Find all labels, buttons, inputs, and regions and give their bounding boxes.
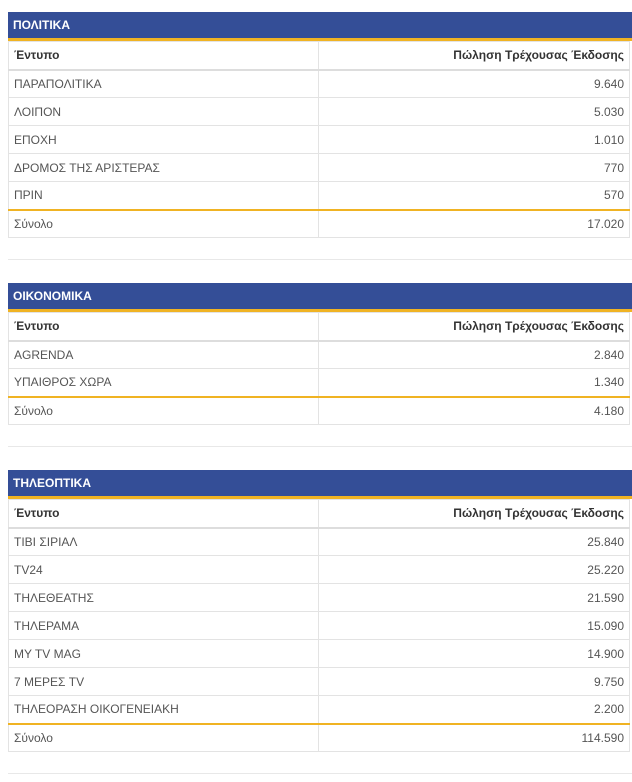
table-row bbox=[9, 369, 630, 397]
total-row bbox=[9, 397, 630, 425]
sales-table bbox=[8, 499, 630, 752]
publication-name: ΤΗΛΕΟΡΑΣΗ ΟΙΚΟΓΕΝΕΙΑΚΗ bbox=[9, 696, 319, 724]
sales-value: 14.900 bbox=[319, 640, 630, 668]
sales-value: 1.010 bbox=[319, 126, 630, 154]
sales-value: 15.090 bbox=[319, 612, 630, 640]
sales-value: 5.030 bbox=[319, 98, 630, 126]
publication-name: ΛΟΙΠΟΝ bbox=[9, 98, 319, 126]
publication-name: 7 ΜΕΡΕΣ TV bbox=[9, 668, 319, 696]
table-row bbox=[9, 154, 630, 182]
publication-name: ΥΠΑΙΘΡΟΣ ΧΩΡΑ bbox=[9, 369, 319, 397]
total-value: 114.590 bbox=[319, 724, 630, 752]
sales-value: 570 bbox=[319, 182, 630, 210]
column-header-name: Έντυπο bbox=[9, 500, 319, 528]
table-row bbox=[9, 696, 630, 724]
table-row bbox=[9, 126, 630, 154]
total-row bbox=[9, 210, 630, 238]
total-label: Σύνολο bbox=[9, 397, 319, 425]
section-divider bbox=[8, 259, 632, 260]
section-title: ΠΟΛΙΤΙΚΑ bbox=[8, 12, 632, 41]
total-label: Σύνολο bbox=[9, 724, 319, 752]
table-row bbox=[9, 182, 630, 210]
publication-name: ΠΑΡΑΠΟΛΙΤΙΚΑ bbox=[9, 70, 319, 98]
section-title: ΤΗΛΕΟΠΤΙΚΑ bbox=[8, 470, 632, 499]
sales-table bbox=[8, 41, 630, 238]
column-header-name: Έντυπο bbox=[9, 42, 319, 70]
table-row bbox=[9, 668, 630, 696]
sales-value: 25.220 bbox=[319, 556, 630, 584]
table-row bbox=[9, 70, 630, 98]
column-header-sales: Πώληση Τρέχουσας Έκδοσης bbox=[319, 500, 630, 528]
total-value: 17.020 bbox=[319, 210, 630, 238]
section-tileoptika bbox=[8, 470, 632, 752]
table-row bbox=[9, 98, 630, 126]
table-header-row bbox=[9, 313, 630, 341]
section-divider bbox=[8, 773, 632, 774]
publication-name: ΔΡΟΜΟΣ ΤΗΣ ΑΡΙΣΤΕΡΑΣ bbox=[9, 154, 319, 182]
column-header-name: Έντυπο bbox=[9, 313, 319, 341]
section-politika bbox=[8, 12, 632, 238]
publication-name: ΠΡΙΝ bbox=[9, 182, 319, 210]
sales-value: 25.840 bbox=[319, 528, 630, 556]
table-row bbox=[9, 584, 630, 612]
publication-name: AGRENDA bbox=[9, 341, 319, 369]
publication-name: ΤΗΛΕΘΕΑΤΗΣ bbox=[9, 584, 319, 612]
sales-value: 21.590 bbox=[319, 584, 630, 612]
table-row bbox=[9, 556, 630, 584]
total-value: 4.180 bbox=[319, 397, 630, 425]
total-row bbox=[9, 724, 630, 752]
section-divider bbox=[8, 446, 632, 447]
sales-value: 9.750 bbox=[319, 668, 630, 696]
sales-value: 770 bbox=[319, 154, 630, 182]
sales-value: 9.640 bbox=[319, 70, 630, 98]
table-row bbox=[9, 612, 630, 640]
sales-table bbox=[8, 312, 630, 425]
total-label: Σύνολο bbox=[9, 210, 319, 238]
sales-value: 1.340 bbox=[319, 369, 630, 397]
publication-name: ΤΗΛΕΡΑΜΑ bbox=[9, 612, 319, 640]
publication-name: MY TV MAG bbox=[9, 640, 319, 668]
section-oikonomika bbox=[8, 283, 632, 425]
section-title: ΟΙΚΟΝΟΜΙΚΑ bbox=[8, 283, 632, 312]
sales-value: 2.840 bbox=[319, 341, 630, 369]
publication-name: ΤΙΒΙ ΣΙΡΙΑΛ bbox=[9, 528, 319, 556]
table-header-row bbox=[9, 42, 630, 70]
sales-value: 2.200 bbox=[319, 696, 630, 724]
publication-name: TV24 bbox=[9, 556, 319, 584]
column-header-sales: Πώληση Τρέχουσας Έκδοσης bbox=[319, 313, 630, 341]
table-header-row bbox=[9, 500, 630, 528]
column-header-sales: Πώληση Τρέχουσας Έκδοσης bbox=[319, 42, 630, 70]
publication-name: ΕΠΟΧΗ bbox=[9, 126, 319, 154]
table-row bbox=[9, 640, 630, 668]
table-row bbox=[9, 528, 630, 556]
table-row bbox=[9, 341, 630, 369]
